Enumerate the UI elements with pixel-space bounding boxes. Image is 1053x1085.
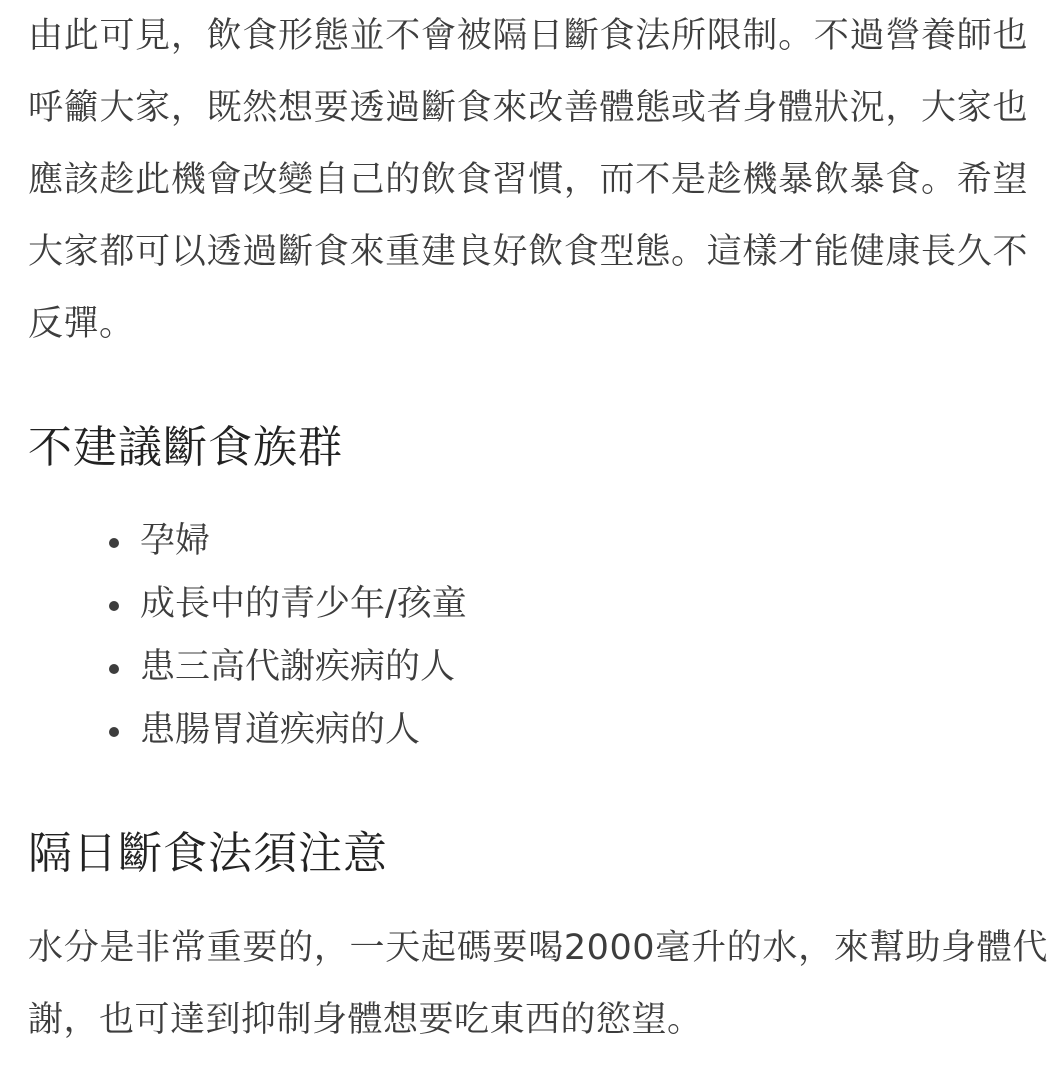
list-item-label: 患腸胃道疾病的人 xyxy=(140,710,421,750)
list-item xyxy=(100,573,467,636)
list-item xyxy=(100,699,467,762)
heading-precautions: 隔日斷食法須注意 xyxy=(28,828,388,879)
list-item xyxy=(100,636,467,699)
not-recommended-list xyxy=(100,510,467,762)
list-item-label: 孕婦 xyxy=(140,521,211,561)
bullet-icon xyxy=(109,727,119,737)
intro-paragraph: 由此可見，飲食形態並不會被隔日斷食法所限制。不過營養師也呼籲大家，既然想要透過斷食來改善體態或者身體狀況，大家也應該趁此機會改變自己的飲食習慣，而不是趁機暴飲暴食。希望大家都可以透過斷食來重建良好飲食型態。這樣才能健康長久不反彈。 xyxy=(28,16,1028,344)
list-item-label: 患三高代謝疾病的人 xyxy=(140,647,456,687)
bullet-icon xyxy=(109,538,119,548)
bullet-icon xyxy=(109,601,119,611)
bullet-icon xyxy=(109,664,119,674)
list-item-label: 成長中的青少年/孩童 xyxy=(140,584,467,624)
precautions-paragraph: 水分是非常重要的，一天起碼要喝2000毫升的水，來幫助身體代謝，也可達到抑制身體想要吃東西的慾望。 xyxy=(28,928,1048,1040)
heading-not-recommended: 不建議斷食族群 xyxy=(28,422,343,473)
list-item xyxy=(100,510,467,573)
